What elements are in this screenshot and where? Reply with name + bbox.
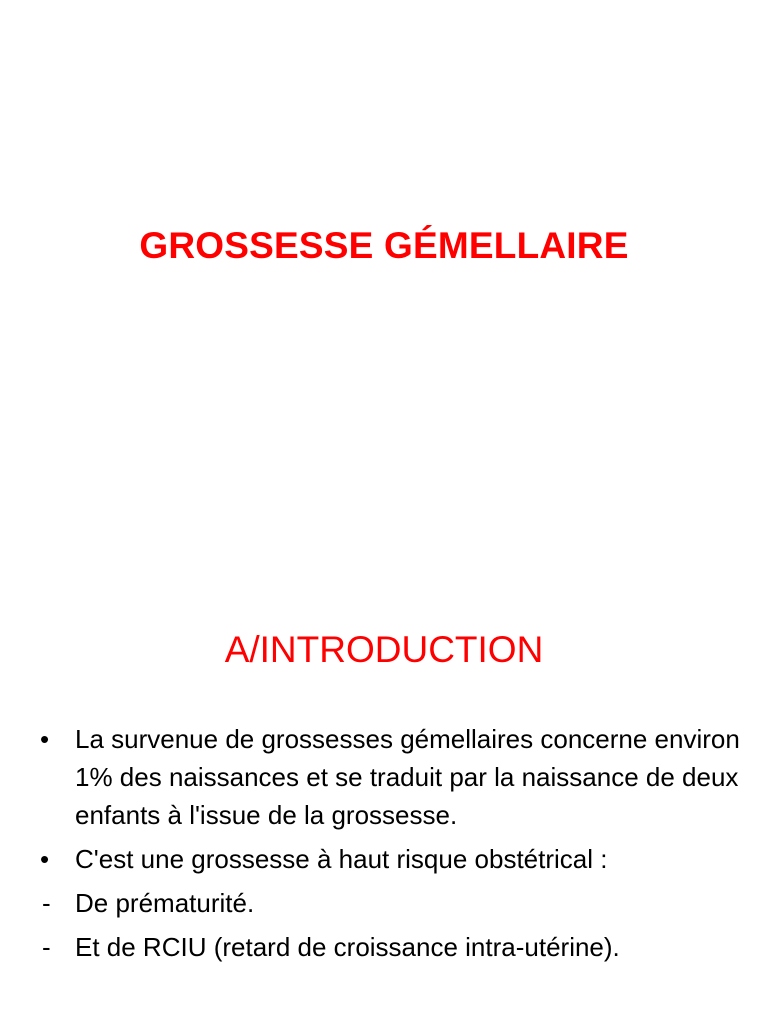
- list-item: [40, 720, 750, 834]
- list-item-text: C'est une grossesse à haut risque obstétrical :: [75, 844, 608, 874]
- section-heading: A/INTRODUCTION: [224, 629, 544, 670]
- dash-marker: -: [42, 932, 51, 962]
- list-item: [40, 840, 750, 878]
- list-item: [40, 884, 750, 922]
- list-item-text: De prématurité.: [75, 888, 255, 918]
- bullet-marker: •: [40, 844, 50, 874]
- slide-title: GROSSESSE GÉMELLAIRE: [139, 225, 629, 266]
- bullet-marker: •: [40, 724, 50, 754]
- body-list: [40, 720, 750, 972]
- dash-marker: -: [42, 888, 51, 918]
- list-item-text: La survenue de grossesses gémellaires concerne environ 1% des naissances et se traduit par la naissance de deux enfants à l'issue de la grossesse.: [75, 724, 740, 830]
- list-item: [40, 928, 750, 966]
- list-item-text: Et de RCIU (retard de croissance intra-utérine).: [75, 932, 620, 962]
